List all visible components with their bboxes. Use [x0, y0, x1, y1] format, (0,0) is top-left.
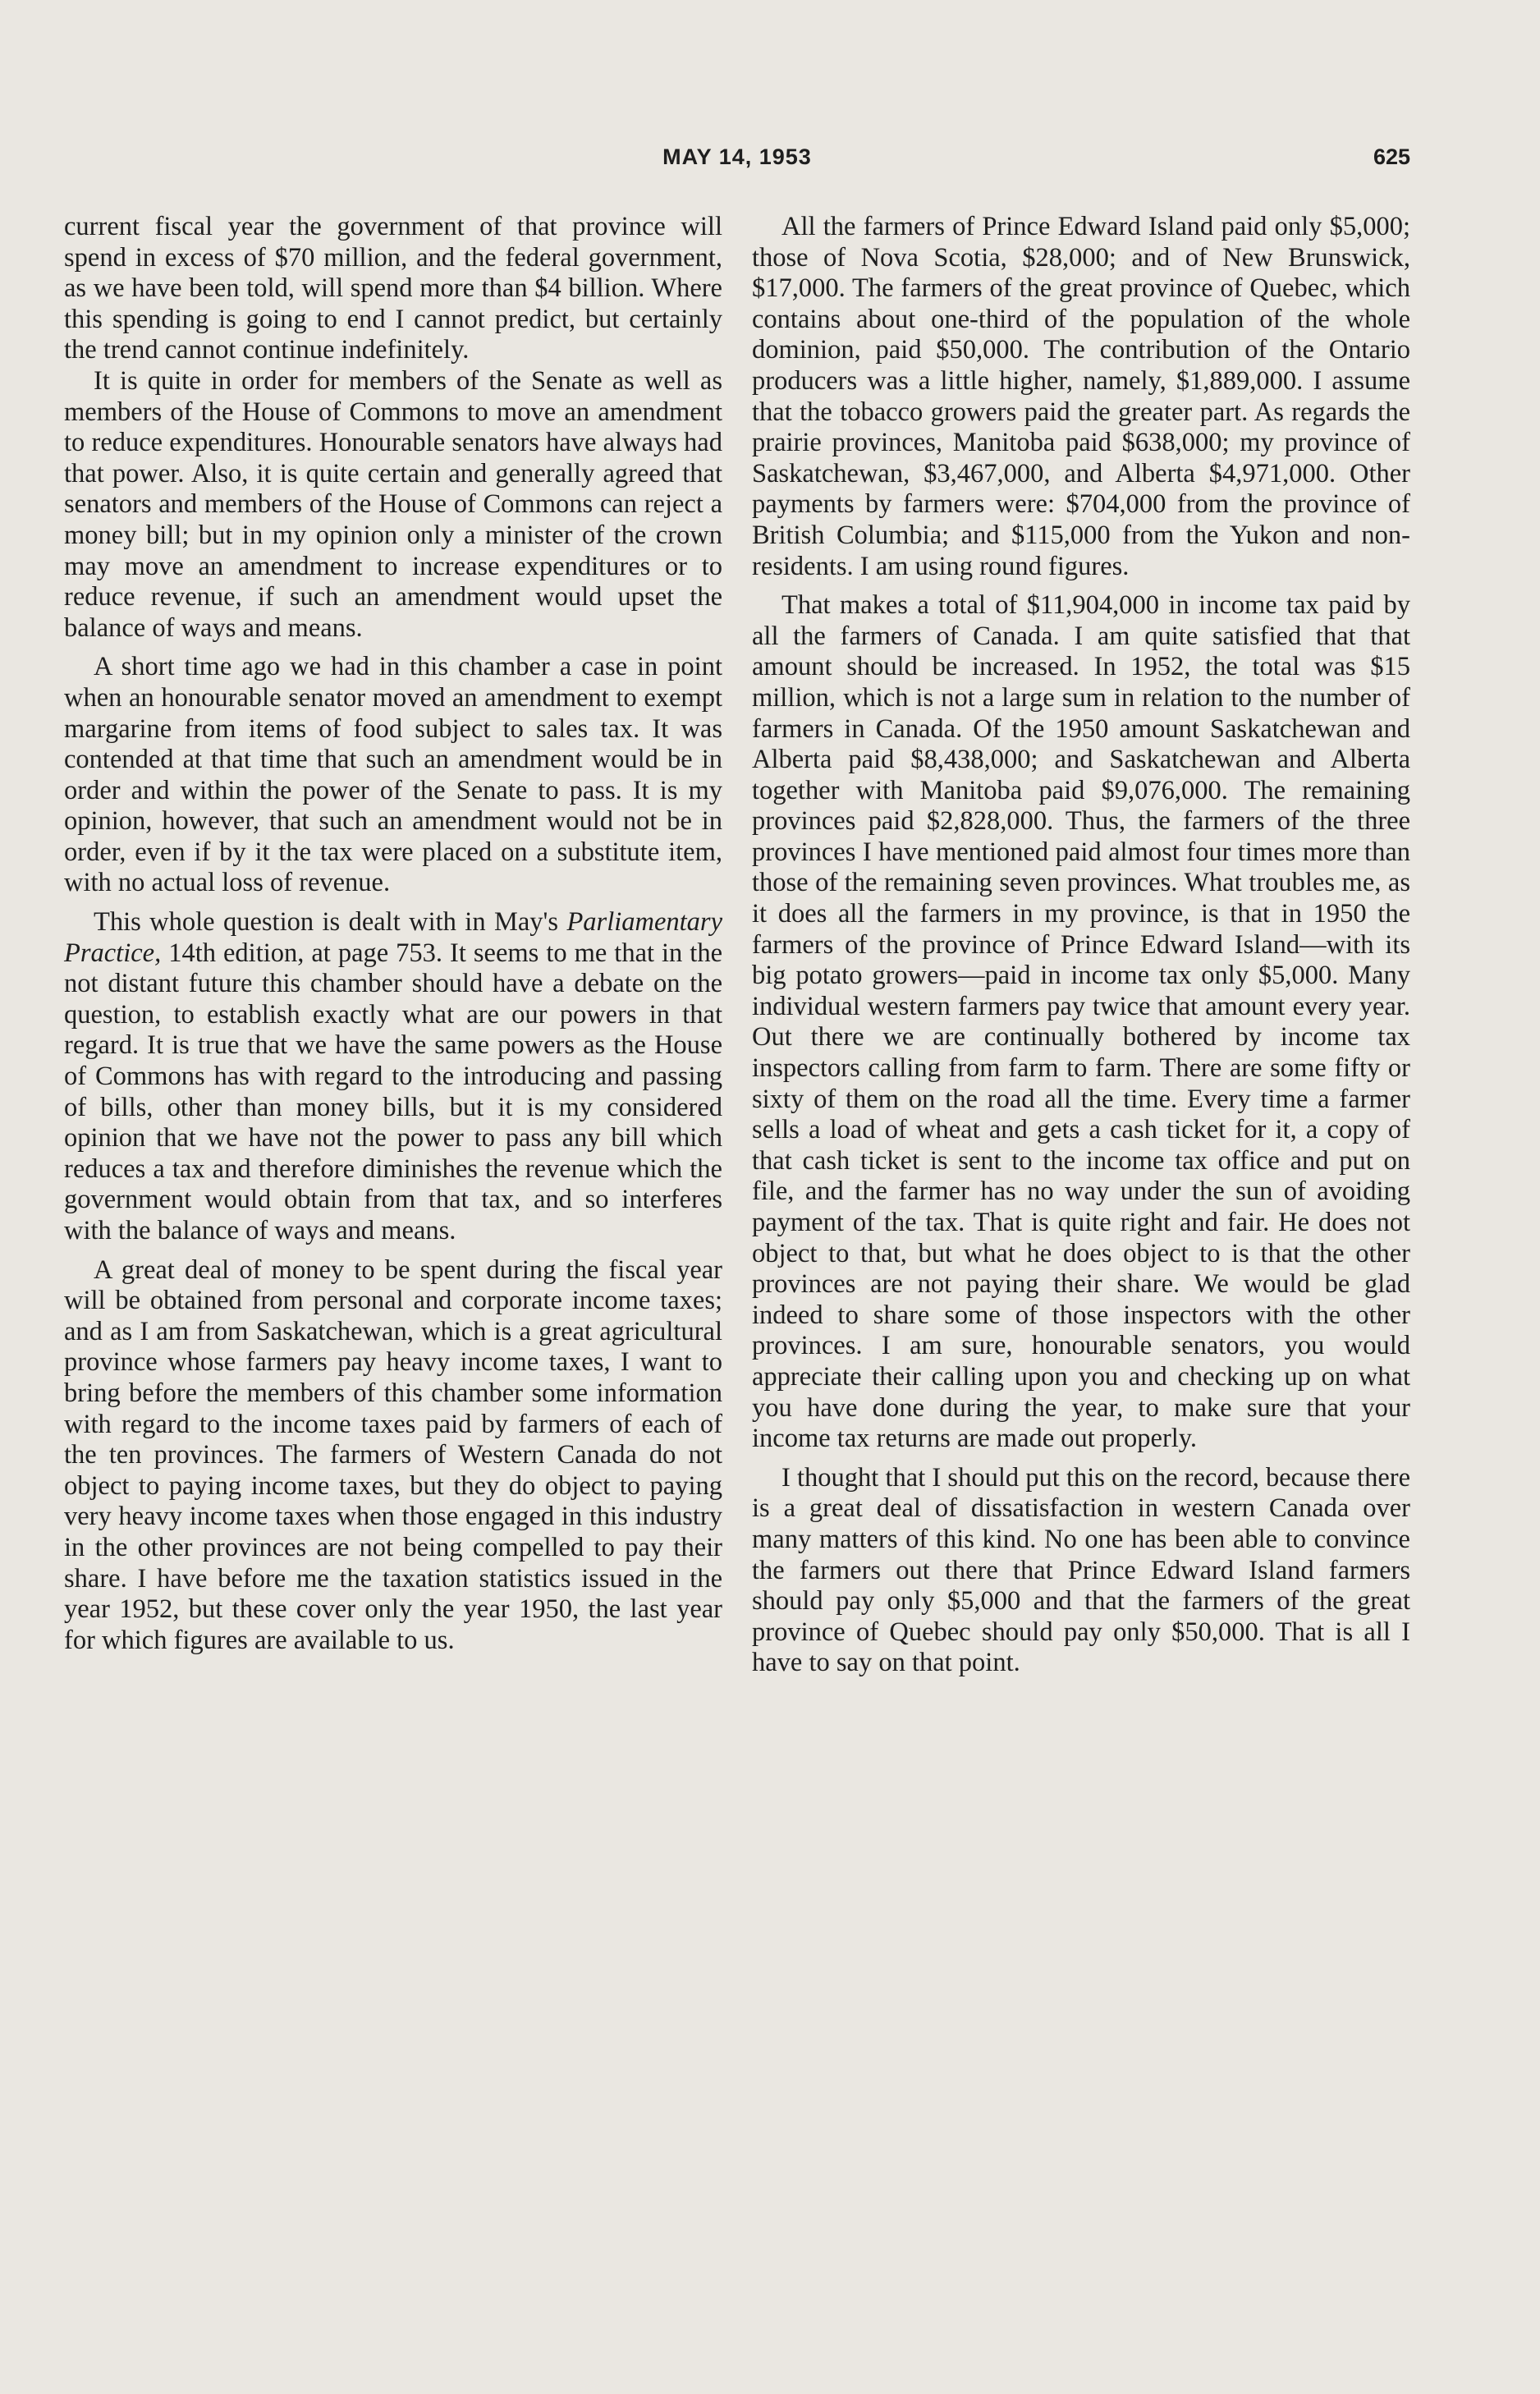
right-column: [752, 212, 1410, 1679]
paragraph-text: This whole question is dealt with in May's: [94, 907, 559, 938]
paragraph: That makes a total of $11,904,000 in income tax paid by all the farmers of Canada. I am quite satisfied that that amount should be increased. In 1952, the total was $15 million, which is not a large sum in relation to the number of farmers in Canada. Of the 1950 amount Saskatchewan and Alberta paid $8,438,000; and Saskatchewan and Alberta together with Manitoba paid $9,076,000. The remaining provinces paid $2,828,000. Thus, the farmers of the three provinces I have mentioned paid almost four times more than those of the remaining seven provinces. What troubles me, as it does all the farmers in my province, is that in 1950 the farmers of the province of Prince Edward Island—with its big potato growers—paid in income tax only $5,000. Many individual western farmers pay twice that amount every year. Out there we are continually bothered by income tax inspectors calling from farm to farm. There are some fifty or sixty of them on the road all the time. Every time a farmer sells a load of wheat and gets a cash ticket for it, a copy of that cash ticket is sent to the income tax office and put on file, and the farmer has no way under the sun of avoiding payment of the tax. That is quite right and fair. He does not object to that, but what he does object to is that the other provinces are not paying their share. We would be glad indeed to share some of those inspectors with the other provinces. I am sure, honourable senators, you would appreciate their calling upon you and checking up on what you have done during the year, to make sure that your income tax returns are made out properly.: [752, 590, 1410, 1454]
paragraph: A short time ago we had in this chamber a case in point when an honourable senator moved an amendment to exempt margarine from items of food subject to sales tax. It was contended at that time that such an amendment would be in order and within the power of the Senate to pass. It is my opinion, however, that such an amendment would not be in order, even if by it the tax were placed on a substitute item, with no actual loss of revenue.: [64, 652, 722, 898]
citation-title: Parliamentary Practice,: [64, 907, 722, 968]
paragraph: I thought that I should put this on the record, because there is a great deal of dissatisfaction in western Canada over many matters of this kind. No one has been able to convince the farmers out there that Prince Edward Island farmers should pay only $5,000 and that the farmers of the great province of Quebec should pay only $50,000. That is all I have to say on that point.: [752, 1462, 1410, 1678]
paragraph: It is quite in order for members of the Senate as well as members of the House of Commons to move an amendment to reduce expenditures. Honourable senators have always had that power. Also, it is quite certain and generally agreed that senators and members of the House of Commons can reject a money bill; but in my opinion only a minister of the crown may move an amendment to increase expenditures or to reduce revenue, if such an amendment would upset the balance of ways and means.: [64, 365, 722, 643]
left-column: [64, 212, 722, 1656]
paragraph: All the farmers of Prince Edward Island paid only $5,000; those of Nova Scotia, $28,000; and of New Brunswick, $17,000. The farmers of the great province of Quebec, which contains about one-third of the population of the whole dominion, paid $50,000. The contribution of the Ontario producers was a little higher, namely, $1,889,000. I assume that the tobacco growers paid the greater part. As regards the prairie provinces, Manitoba paid $638,000; my province of Saskatchewan, $3,467,000, and Alberta $4,971,000. Other payments by farmers were: $704,000 from the province of British Columbia; and $115,000 from the Yukon and non-residents. I am using round figures.: [752, 212, 1410, 581]
paragraph: A great deal of money to be spent during the fiscal year will be obtained from personal and corporate income taxes; and as I am from Saskatchewan, which is a great agricultural province whose farmers pay heavy income taxes, I want to bring before the members of this chamber some information with regard to the income taxes paid by farmers of each of the ten provinces. The farmers of Western Canada do not object to paying income taxes, but they do object to paying very heavy income taxes when those engaged in this industry in the other provinces are not being compelled to pay their share. I have before me the taxation statistics issued in the year 1952, but these cover only the year 1950, the last year for which figures are available to us.: [64, 1254, 722, 1655]
paragraph-text: 14th edition, at page 753. It seems to me that in the not distant future this chamber should have a debate on the question, to establish exactly what are our powers in that regard. It is true that we have the same powers as the House of Commons has with regard to the introducing and passing of bills, other than money bills, but it is my considered opinion that we have not the power to pass any bill which reduces a tax and therefore diminishes the revenue which the government would obtain from that tax, and so interferes with the balance of ways and means.: [64, 938, 723, 1245]
paragraph: current fiscal year the government of that province will spend in excess of $70 million, and the federal government, as we have been told, will spend more than $4 billion. Where this spending is going to end I cannot predict, but certainly the trend cannot continue indefinitely.: [64, 212, 722, 365]
page-number: 625: [1373, 144, 1410, 169]
paragraph-with-citation: [64, 907, 722, 1247]
page-header: [64, 144, 1410, 182]
header-date: MAY 14, 1953: [662, 144, 812, 169]
